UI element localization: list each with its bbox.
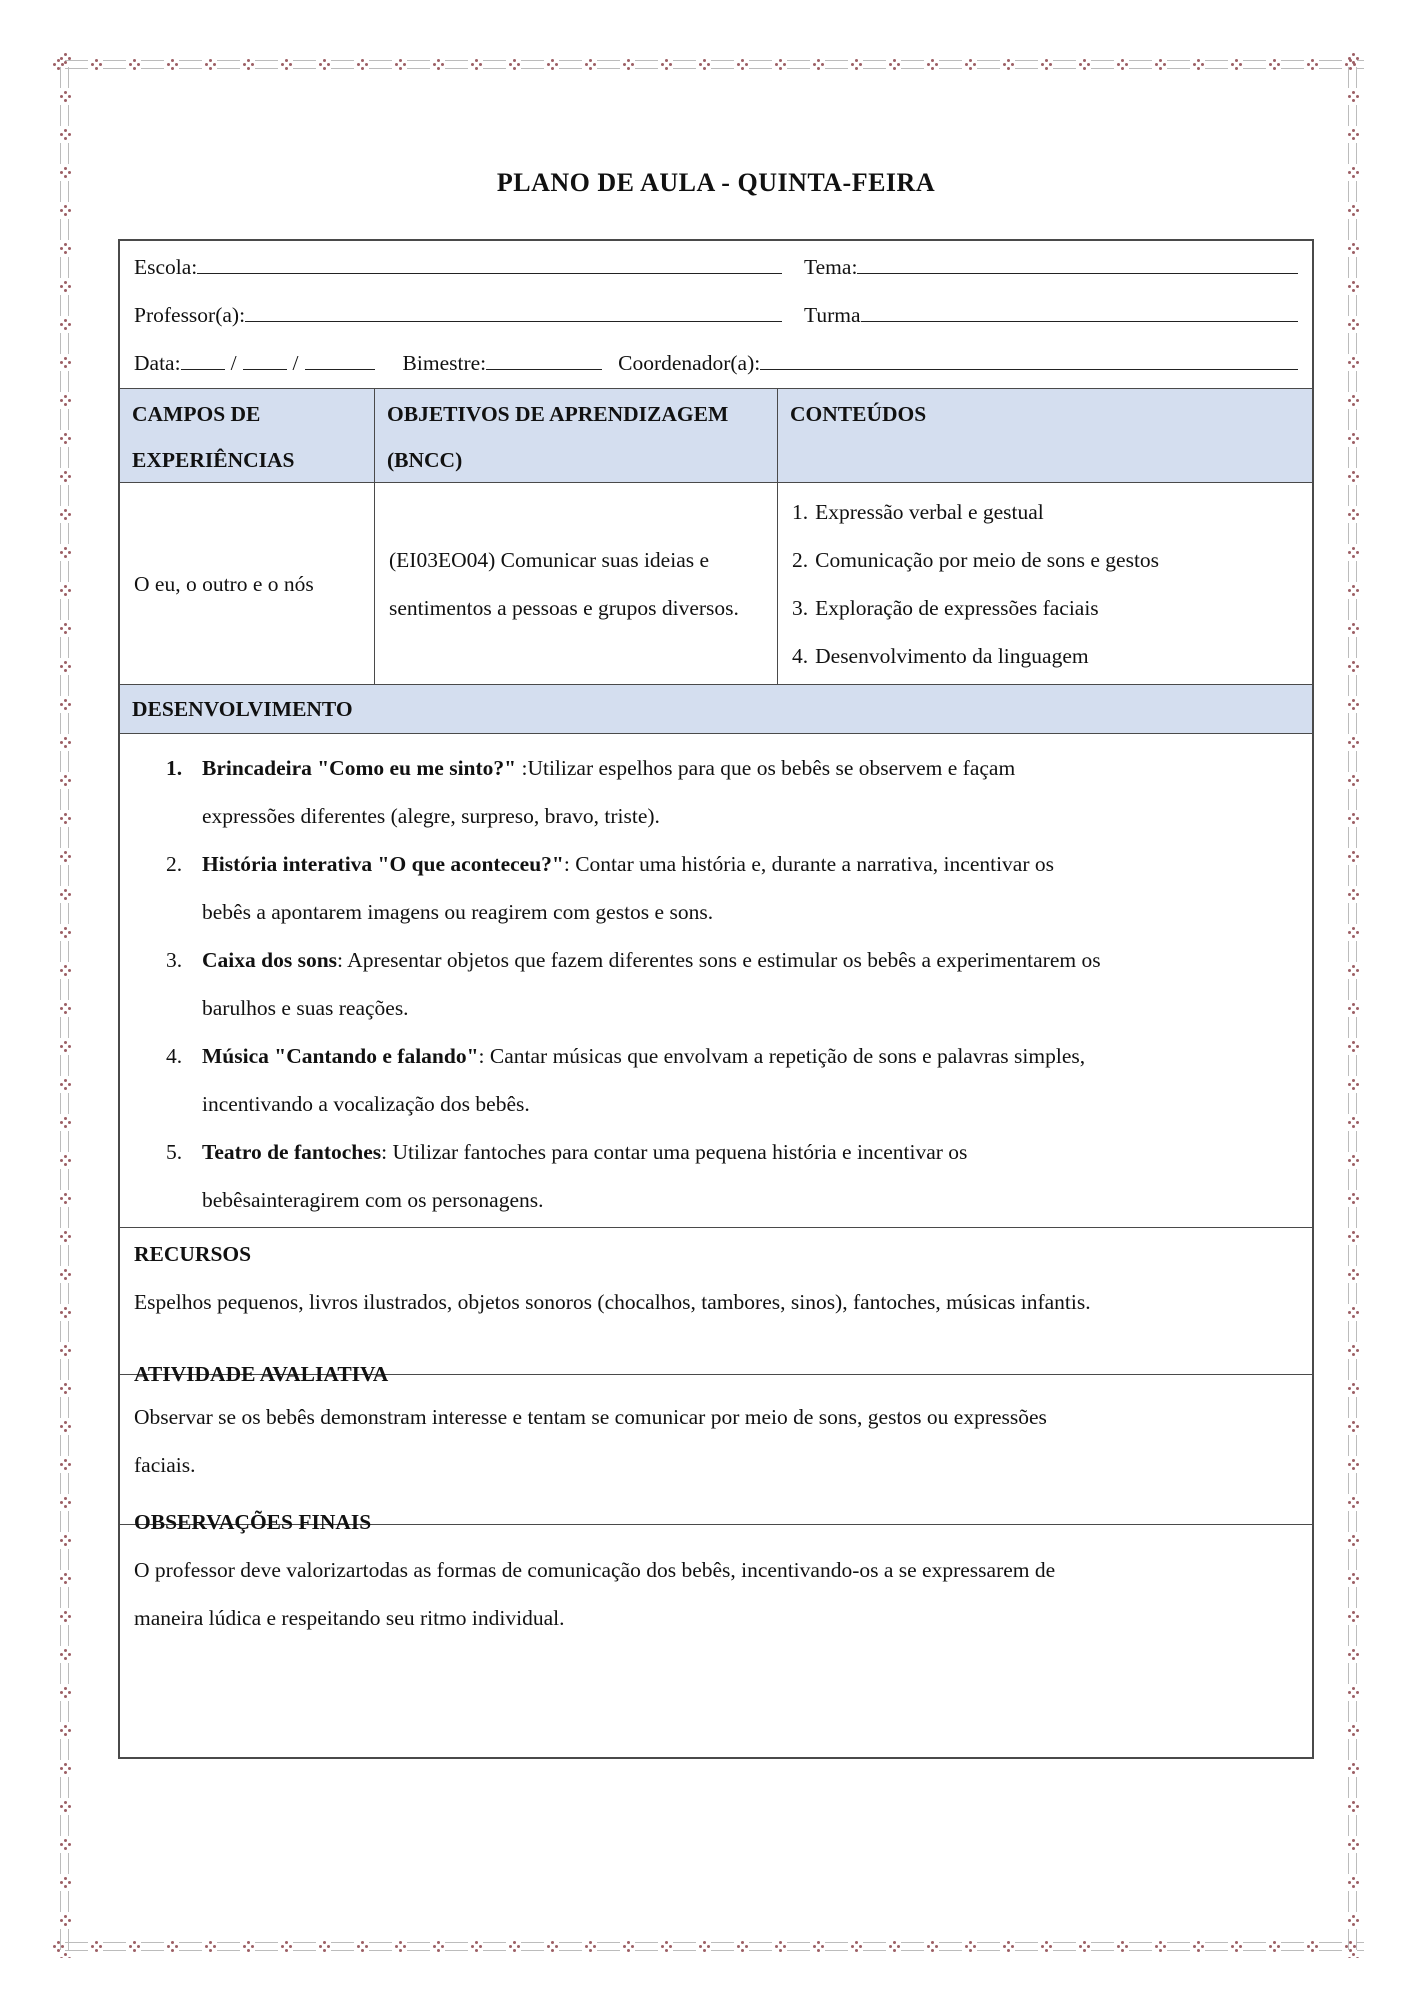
border-ornament <box>280 1934 318 1958</box>
border-ornament <box>1340 1268 1364 1306</box>
border-ornament <box>850 1934 888 1958</box>
data-bimestre-coordenador-line <box>134 343 1298 391</box>
border-ornament <box>52 204 76 242</box>
border-ornament <box>128 1934 166 1958</box>
border-ornament <box>52 736 76 774</box>
date-slash: / <box>292 351 299 375</box>
bncc-content-row <box>120 482 1312 684</box>
border-ornament <box>1340 660 1364 698</box>
border-ornament <box>52 964 76 1002</box>
header-objetivos-aprendizagem: OBJETIVOS DE APRENDIZAGEM (BNCC) <box>374 389 777 482</box>
border-ornament <box>52 1268 76 1306</box>
escola-blank-line <box>197 247 782 274</box>
border-ornament <box>1340 1610 1364 1648</box>
date-slash: / <box>230 351 237 375</box>
border-ornament <box>1340 1306 1364 1344</box>
desenvolvimento-item: 2. História interativa "O que aconteceu?": Contar uma história e, durante a narrativa, incentivar os bebês a apontarem imagens ou reagirem com gestos e sons. <box>166 852 1055 924</box>
border-ornament <box>1002 1934 1040 1958</box>
border-ornament <box>1340 698 1364 736</box>
border-ornament <box>1340 1762 1364 1800</box>
border-ornament <box>52 1382 76 1420</box>
border-ornament <box>660 1934 698 1958</box>
border-ornament <box>1340 280 1364 318</box>
desenvolvimento-item: 3. Caixa dos sons: Apresentar objetos que fazem diferentes sons e estimular os bebês a experimentarem os barulhos e suas reações. <box>166 948 1101 1020</box>
header-campos-de-experiencias: CAMPOS DE EXPERIÊNCIAS <box>132 402 295 472</box>
border-ornament <box>1192 52 1230 76</box>
border-ornament <box>52 1648 76 1686</box>
border-ornament <box>52 1192 76 1230</box>
border-ornament <box>1002 52 1040 76</box>
data-month-blank <box>243 343 287 370</box>
border-ornament <box>812 1934 850 1958</box>
border-ornament <box>52 1572 76 1610</box>
border-ornament <box>52 356 76 394</box>
professor-blank-line <box>245 295 782 322</box>
tema-blank-line <box>857 247 1298 274</box>
border-ornament <box>52 1040 76 1078</box>
border-ornament <box>622 52 660 76</box>
border-ornament <box>1306 1934 1344 1958</box>
border-ornament <box>52 1458 76 1496</box>
observacoes-finais-text: O professor deve valorizartodas as formas de comunicação dos bebês, incentivando-os a se expressarem de maneira lúdica e respeitando seu ritmo individual. <box>134 1558 1056 1630</box>
border-ornament <box>52 90 76 128</box>
border-ornament <box>52 1952 76 1958</box>
border-ornament <box>1340 90 1364 128</box>
border-ornament <box>888 1934 926 1958</box>
escola-tema-line <box>134 247 1298 295</box>
border-ornament <box>1340 1344 1364 1382</box>
lesson-plan-table <box>118 239 1314 1759</box>
border-ornament <box>52 394 76 432</box>
conteudos-cell <box>777 483 1312 684</box>
border-ornament <box>698 1934 736 1958</box>
border-ornament <box>356 1934 394 1958</box>
professor-label: Professor(a): <box>134 303 246 327</box>
border-ornament <box>926 52 964 76</box>
border-ornament <box>52 1002 76 1040</box>
border-ornament <box>52 1914 76 1952</box>
border-ornament <box>964 52 1002 76</box>
border-ornament <box>52 432 76 470</box>
border-ornament <box>508 1934 546 1958</box>
conteudos-item: 4. Desenvolvimento da linguagem <box>792 643 1089 668</box>
border-ornament <box>774 52 812 76</box>
border-ornament <box>1340 470 1364 508</box>
border-ornament <box>52 1116 76 1154</box>
border-ornament <box>1340 166 1364 204</box>
conteudos-list <box>792 488 1298 680</box>
border-ornament <box>584 52 622 76</box>
border-ornament <box>52 660 76 698</box>
border-ornament <box>52 1876 76 1914</box>
border-ornament <box>1340 1040 1364 1078</box>
border-ornament <box>52 926 76 964</box>
border-ornament <box>546 1934 584 1958</box>
border-ornament <box>318 1934 356 1958</box>
border-ornament <box>204 1934 242 1958</box>
border-ornament <box>698 52 736 76</box>
border-ornament <box>888 52 926 76</box>
coordenador-label: Coordenador(a): <box>618 351 761 375</box>
desenvolvimento-item: 4. Música "Cantando e falando": Cantar músicas que envolvam a repetição de sons e palavras simples, incentivando a vocalização dos bebês. <box>166 1044 1086 1116</box>
border-ornament <box>1230 1934 1268 1958</box>
border-ornament <box>242 52 280 76</box>
border-ornament <box>812 52 850 76</box>
data-year-blank <box>305 343 375 370</box>
professor-turma-line <box>134 295 1298 343</box>
border-ornament <box>90 52 128 76</box>
turma-blank-line <box>861 295 1298 322</box>
border-ornament <box>1340 926 1364 964</box>
border-ornament <box>1340 964 1364 1002</box>
observacoes-finais-section <box>120 1510 1312 1757</box>
border-ornament <box>52 318 76 356</box>
border-ornament <box>850 52 888 76</box>
coordenador-blank-line <box>760 343 1298 370</box>
border-ornament <box>1340 1800 1364 1838</box>
border-ornament <box>52 1154 76 1192</box>
atividade-avaliativa-text: Observar se os bebês demonstram interesse e tentam se comunicar por meio de sons, gestos ou expressões faciais. <box>134 1405 1047 1477</box>
border-ornament <box>508 52 546 76</box>
border-ornament <box>1340 356 1364 394</box>
border-ornament <box>1340 736 1364 774</box>
border-ornament <box>964 1934 1002 1958</box>
page-title: PLANO DE AULA - QUINTA-FEIRA <box>496 168 936 197</box>
border-ornament <box>166 1934 204 1958</box>
border-ornament <box>1340 318 1364 356</box>
border-ornament <box>52 888 76 926</box>
border-ornament <box>1340 1154 1364 1192</box>
border-ornament <box>1040 1934 1078 1958</box>
border-ornament <box>166 52 204 76</box>
data-label: Data: <box>134 351 181 375</box>
border-ornament <box>52 546 76 584</box>
border-ornament <box>1340 1686 1364 1724</box>
border-ornament <box>1116 52 1154 76</box>
border-ornament <box>1340 622 1364 660</box>
border-ornament <box>356 52 394 76</box>
border-ornament <box>52 1610 76 1648</box>
decorative-border-right <box>1340 52 1364 1958</box>
border-ornament <box>1340 242 1364 280</box>
decorative-border-top <box>52 52 1364 76</box>
border-ornament <box>52 1078 76 1116</box>
border-ornament <box>622 1934 660 1958</box>
border-ornament <box>1340 1952 1364 1958</box>
decorative-border-left <box>52 52 76 1958</box>
border-ornament <box>584 1934 622 1958</box>
header-conteudos: CONTEÚDOS <box>777 389 1312 482</box>
border-ornament <box>52 1496 76 1534</box>
border-ornament <box>52 774 76 812</box>
border-ornament <box>52 128 76 166</box>
border-ornament <box>52 280 76 318</box>
border-ornament <box>470 52 508 76</box>
border-ornament <box>52 1420 76 1458</box>
border-ornament <box>926 1934 964 1958</box>
border-ornament <box>1040 52 1078 76</box>
desenvolvimento-item: 5. Teatro de fantoches: Utilizar fantoches para contar uma pequena história e incentivar os bebêsainteragirem com os personagens. <box>166 1140 968 1212</box>
border-ornament <box>1340 204 1364 242</box>
border-ornament <box>52 1800 76 1838</box>
border-ornament <box>1340 1458 1364 1496</box>
conteudos-item: 1. Expressão verbal e gestual <box>792 499 1044 524</box>
border-ornament <box>470 1934 508 1958</box>
conteudos-item: 3. Exploração de expressões faciais <box>792 595 1099 620</box>
recursos-text: Espelhos pequenos, livros ilustrados, objetos sonoros (chocalhos, tambores, sinos), fantoches, músicas infantis. <box>134 1290 1091 1314</box>
border-ornament <box>1340 1420 1364 1458</box>
border-ornament <box>1154 1934 1192 1958</box>
border-ornament <box>280 52 318 76</box>
border-ornament <box>432 1934 470 1958</box>
border-ornament <box>1340 432 1364 470</box>
border-ornament <box>774 1934 812 1958</box>
border-ornament <box>1340 1572 1364 1610</box>
border-ornament <box>1340 128 1364 166</box>
border-ornament <box>1340 546 1364 584</box>
border-ornament <box>1340 1496 1364 1534</box>
border-ornament <box>1340 888 1364 926</box>
border-ornament <box>1340 1724 1364 1762</box>
border-ornament <box>52 242 76 280</box>
border-ornament <box>52 1762 76 1800</box>
objetivos-cell: (EI03EO04) Comunicar suas ideias e sentimentos a pessoas e grupos diversos. <box>374 483 777 684</box>
identification-block <box>120 241 1312 388</box>
border-ornament <box>1340 1002 1364 1040</box>
border-ornament <box>1340 1648 1364 1686</box>
desenvolvimento-list <box>166 744 1292 1224</box>
tema-label: Tema: <box>804 255 858 279</box>
desenvolvimento-item: 1. Brincadeira "Como eu me sinto?" :Utilizar espelhos para que os bebês se observem e façam expressões diferentes (alegre, surpreso, bravo, triste). <box>166 756 1016 828</box>
border-ornament <box>1078 1934 1116 1958</box>
desenvolvimento-cell <box>120 734 1312 1227</box>
turma-label: Turma <box>804 303 861 327</box>
border-ornament <box>1340 1230 1364 1268</box>
border-ornament <box>1268 52 1306 76</box>
recursos-heading: RECURSOS <box>134 1242 252 1266</box>
border-ornament <box>52 698 76 736</box>
border-ornament <box>432 52 470 76</box>
border-ornament <box>1306 52 1344 76</box>
border-ornament <box>1340 1534 1364 1572</box>
border-ornament <box>90 1934 128 1958</box>
border-ornament <box>52 584 76 622</box>
border-ornament <box>1340 508 1364 546</box>
border-ornament <box>546 52 584 76</box>
border-ornament <box>52 1724 76 1762</box>
bimestre-blank-line <box>486 343 602 370</box>
border-ornament <box>1340 850 1364 888</box>
border-ornament <box>1116 1934 1154 1958</box>
border-ornament <box>1154 52 1192 76</box>
border-ornament <box>52 622 76 660</box>
border-ornament <box>52 850 76 888</box>
decorative-border-bottom <box>52 1934 1364 1958</box>
border-ornament <box>52 1306 76 1344</box>
border-ornament <box>242 1934 280 1958</box>
border-ornament <box>736 1934 774 1958</box>
border-ornament <box>1340 1876 1364 1914</box>
section-heading-desenvolvimento: DESENVOLVIMENTO <box>120 684 1312 734</box>
border-ornament <box>52 166 76 204</box>
border-ornament <box>660 52 698 76</box>
border-ornament <box>394 1934 432 1958</box>
border-ornament <box>1340 1192 1364 1230</box>
border-ornament <box>1340 1914 1364 1952</box>
bncc-header-row <box>120 388 1312 482</box>
border-ornament <box>52 1534 76 1572</box>
border-ornament <box>1340 52 1364 90</box>
bimestre-label: Bimestre: <box>402 351 487 375</box>
border-ornament <box>52 1686 76 1724</box>
border-ornament <box>1340 584 1364 622</box>
border-ornament <box>52 508 76 546</box>
observacoes-finais-heading: OBSERVAÇÕES FINAIS <box>134 1510 372 1534</box>
border-ornament <box>1268 1934 1306 1958</box>
atividade-avaliativa-heading: ATIVIDADE AVALIATIVA <box>134 1362 389 1386</box>
border-ornament <box>318 52 356 76</box>
border-ornament <box>1340 1116 1364 1154</box>
border-ornament <box>736 52 774 76</box>
border-ornament <box>1340 1382 1364 1420</box>
border-ornament <box>1340 774 1364 812</box>
border-ornament <box>1192 1934 1230 1958</box>
border-ornament <box>1340 394 1364 432</box>
border-ornament <box>52 470 76 508</box>
border-ornament <box>52 1230 76 1268</box>
border-ornament <box>52 812 76 850</box>
border-ornament <box>1230 52 1268 76</box>
border-ornament <box>52 1838 76 1876</box>
border-ornament <box>1078 52 1116 76</box>
border-ornament <box>128 52 166 76</box>
conteudos-item: 2. Comunicação por meio de sons e gestos <box>792 547 1160 572</box>
border-ornament <box>52 52 76 90</box>
data-day-blank <box>181 343 225 370</box>
escola-label: Escola: <box>134 255 198 279</box>
campos-cell: O eu, o outro e o nós <box>134 571 314 596</box>
border-ornament <box>204 52 242 76</box>
border-ornament <box>1340 812 1364 850</box>
border-ornament <box>1340 1838 1364 1876</box>
border-ornament <box>1340 1078 1364 1116</box>
border-ornament <box>52 1344 76 1382</box>
border-ornament <box>394 52 432 76</box>
